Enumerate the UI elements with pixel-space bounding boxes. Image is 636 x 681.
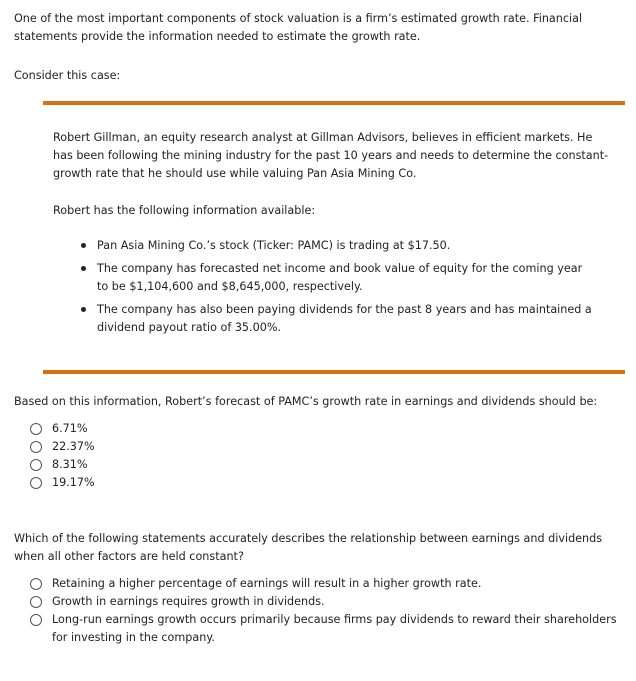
intro-paragraph: One of the most important components of stock valuation is a firm’s estimated growth rate. Financial statements provide the information needed to estimate the growth rate. [14, 12, 583, 43]
bullet-icon [81, 307, 86, 312]
list-item [53, 237, 593, 255]
bullet-icon [81, 266, 86, 271]
list-item-text: Pan Asia Mining Co.’s stock (Ticker: PAMC) is trading at $17.50. [97, 239, 451, 252]
list-item-text: The company has forecasted net income and book value of equity for the coming year to be $1,104,600 and $8,645,000, respectively. [97, 262, 583, 293]
question-1-option[interactable] [30, 474, 95, 492]
radio-button-icon[interactable] [30, 459, 42, 471]
case-paragraph-2: Robert has the following information available: [53, 204, 316, 217]
question-1-prompt: Based on this information, Robert’s forecast of PAMC’s growth rate in earnings and dividends should be: [14, 395, 598, 408]
option-label: Retaining a higher percentage of earnings will result in a higher growth rate. [52, 577, 482, 590]
list-item [53, 301, 593, 337]
question-2-options [30, 575, 620, 647]
option-label: 19.17% [52, 476, 95, 489]
question-2-option[interactable] [30, 575, 620, 593]
case-bottom-divider [43, 370, 625, 374]
list-item-text: The company has also been paying dividends for the past 8 years and has maintained a dividend payout ratio of 35.00%. [97, 303, 592, 334]
option-label: Growth in earnings requires growth in dividends. [52, 595, 325, 608]
option-label: Long-run earnings growth occurs primarily because firms pay dividends to reward their shareholders for investing in the company. [52, 613, 617, 644]
question-1-option[interactable] [30, 456, 95, 474]
question-1-option[interactable] [30, 438, 95, 456]
option-label: 8.31% [52, 458, 88, 471]
question-1-options [30, 420, 95, 492]
list-item [53, 260, 593, 296]
case-info-list [53, 237, 593, 342]
radio-button-icon[interactable] [30, 441, 42, 453]
consider-label: Consider this case: [14, 69, 121, 82]
option-label: 6.71% [52, 422, 88, 435]
radio-button-icon[interactable] [30, 596, 42, 608]
question-2-prompt: Which of the following statements accurately describes the relationship between earnings and dividends when all other factors are held constant? [14, 532, 603, 563]
question-2-option[interactable] [30, 593, 620, 611]
radio-button-icon[interactable] [30, 477, 42, 489]
question-2-option[interactable] [30, 611, 620, 647]
case-top-divider [43, 101, 625, 105]
case-paragraph-1: Robert Gillman, an equity research analyst at Gillman Advisors, believes in efficient markets. He has been following the mining industry for the past 10 years and needs to determine the constant-growth rate that he should use while valuing Pan Asia Mining Co. [53, 131, 609, 180]
question-1-option[interactable] [30, 420, 95, 438]
option-label: 22.37% [52, 440, 95, 453]
bullet-icon [81, 243, 86, 248]
radio-button-icon[interactable] [30, 423, 42, 435]
radio-button-icon[interactable] [30, 614, 42, 626]
radio-button-icon[interactable] [30, 578, 42, 590]
